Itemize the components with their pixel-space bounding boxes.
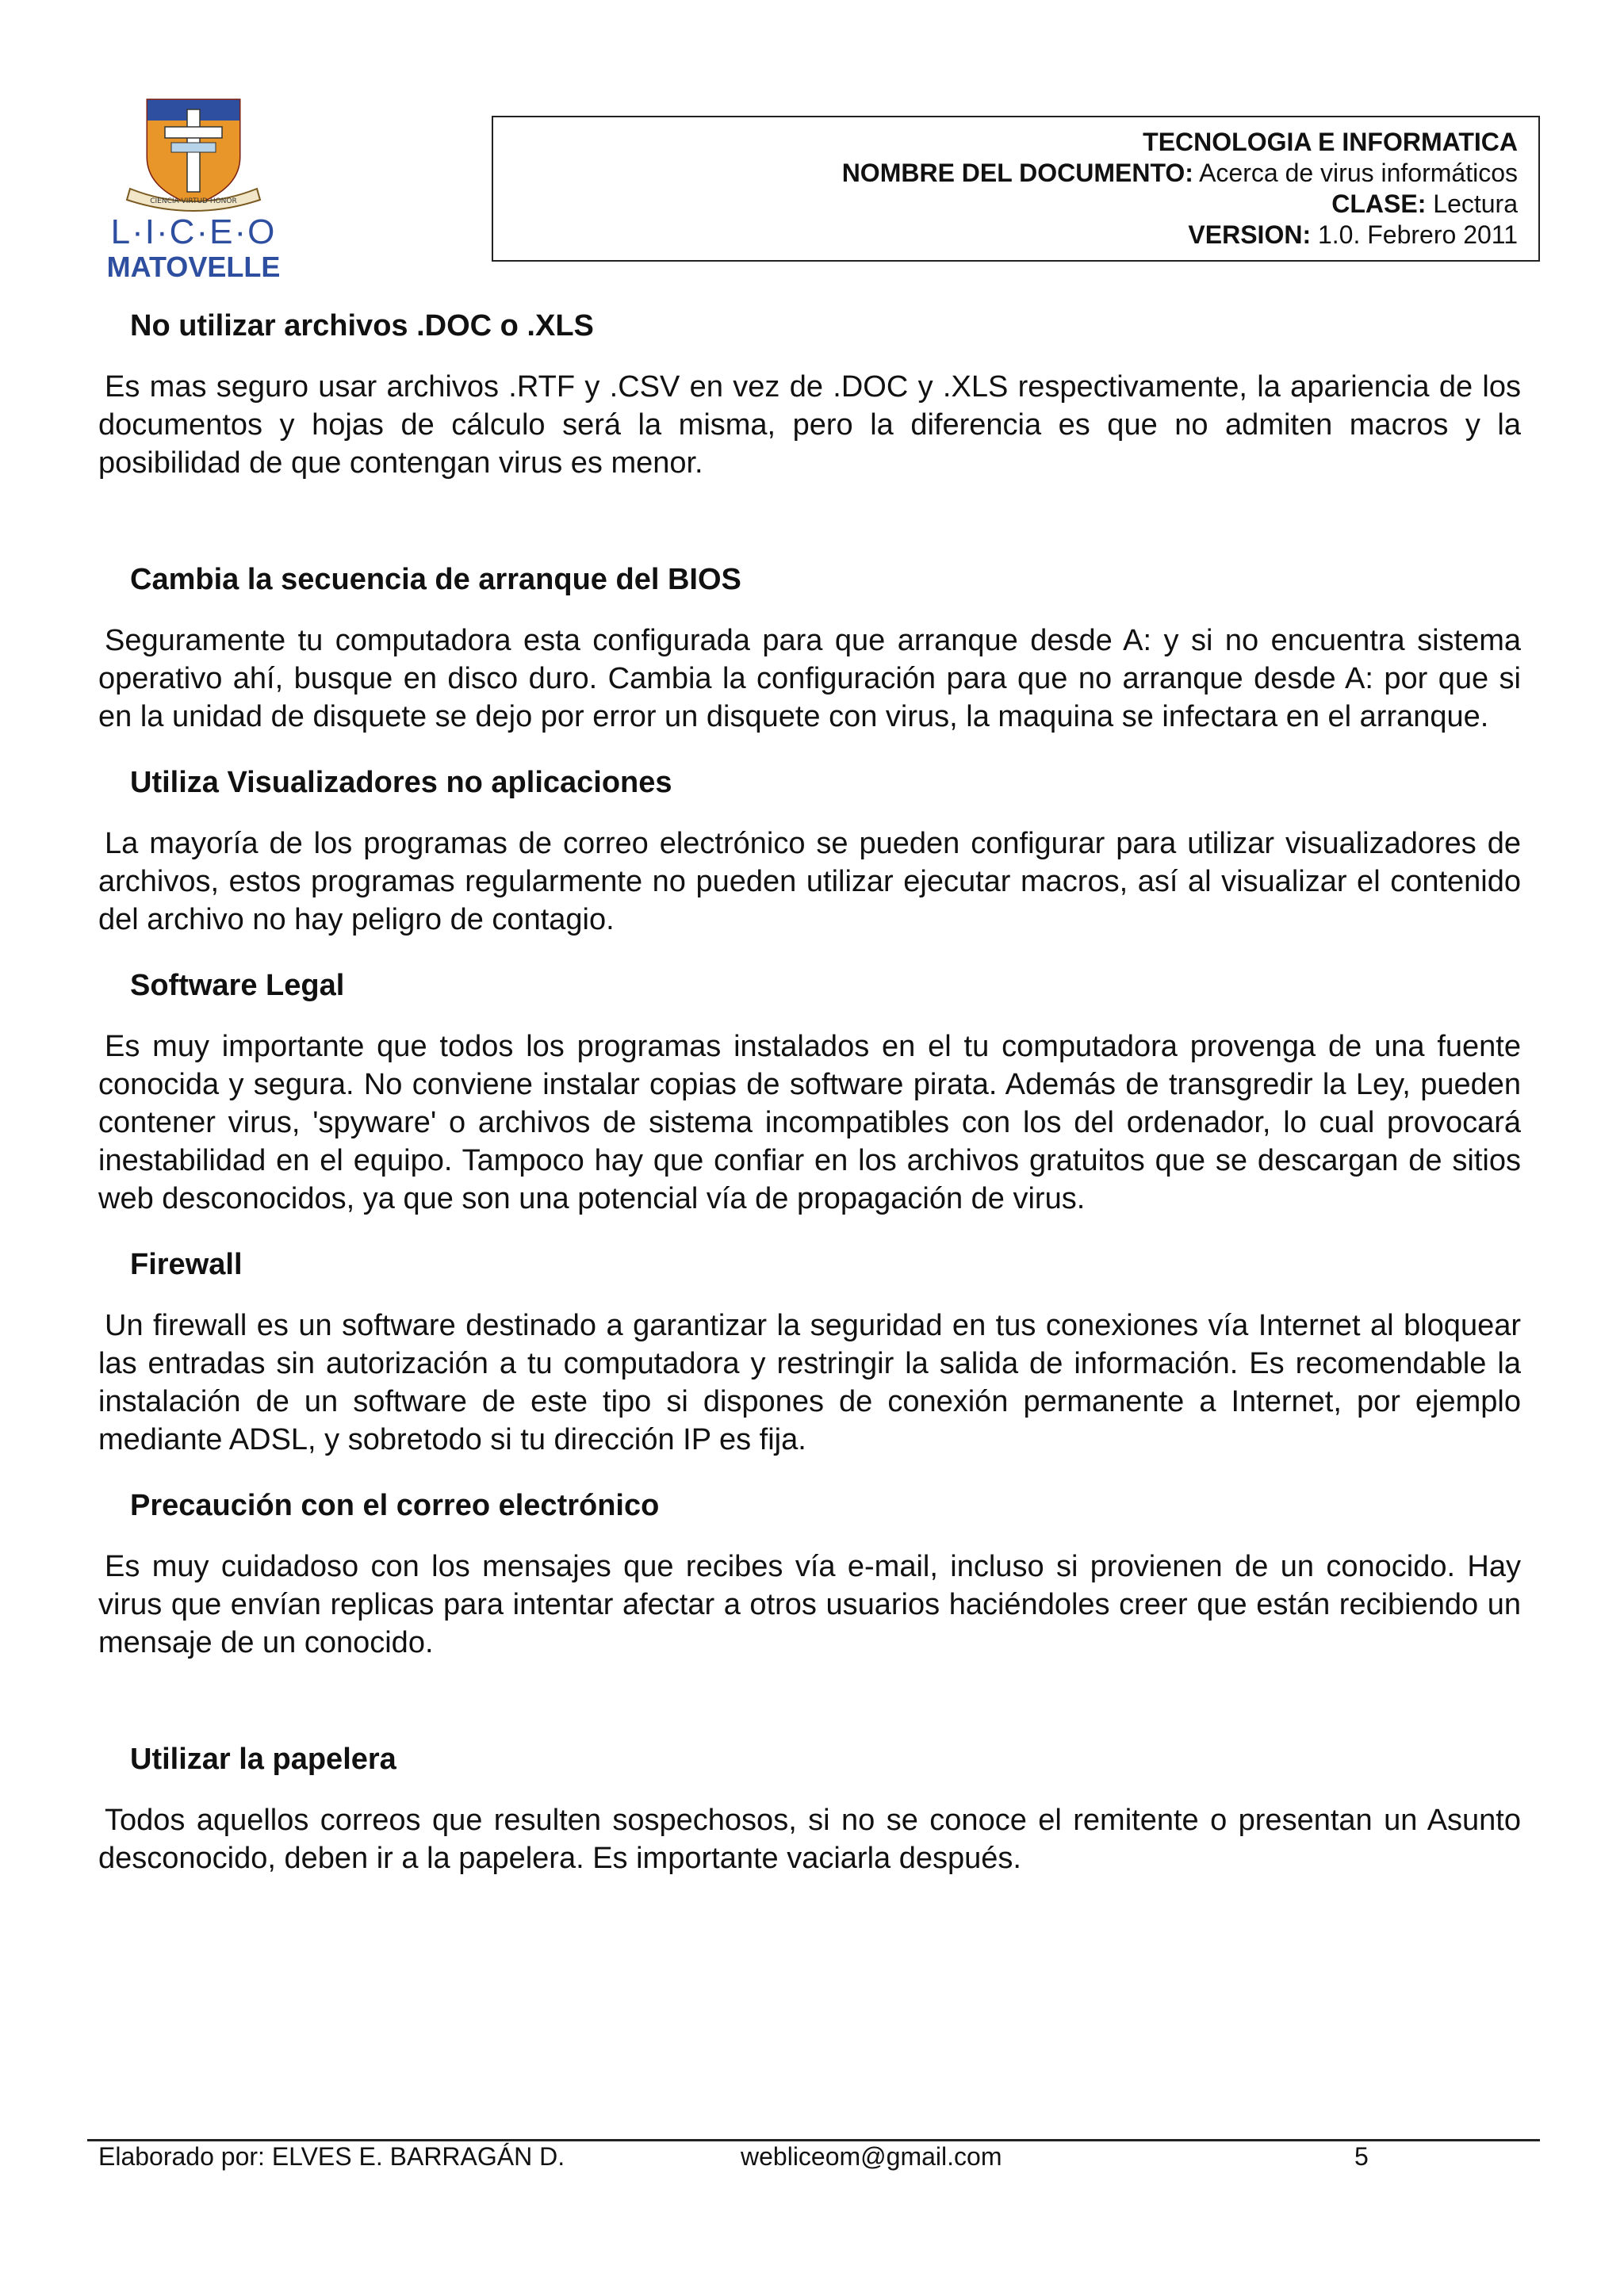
section-heading: No utilizar archivos .DOC o .XLS	[130, 309, 594, 342]
section-paragraph: Un firewall es un software destinado a garantizar la seguridad en tus conexiones vía Internet al bloquear las entradas sin autorización a tu computadora y restringir la salida de información. Es recomendable la instalación de un software de este tipo si dispones de conexión permanente a Internet, por ejemplo mediante ADSL, y sobretodo si tu dirección IP es fija.	[98, 1309, 1521, 1456]
document-body	[98, 308, 1521, 1877]
document-header-box	[492, 116, 1540, 262]
school-logo	[98, 95, 289, 285]
svg-text:CIENCIA VIRTUD HONOR: CIENCIA VIRTUD HONOR	[150, 197, 237, 205]
section-paragraph: Seguramente tu computadora esta configurada para que arranque desde A: y si no encuentra sistema operativo ahí, busque en disco duro. Cambia la configuración para que no arranque desde A: por que si en la unidad de disquete se dejo por error un disquete con virus, la maquina se infectara en el arranque.	[98, 624, 1521, 733]
section-paragraph: Es muy importante que todos los programas instalados en el tu computadora provenga de una fuente conocida y segura. No conviene instalar copias de software pirata. Además de transgredir la Ley, pueden contener virus, 'spyware' o archivos de sistema incompatibles con los del ordenador, lo cual provocará inestabilidad en el equipo. Tampoco hay que confiar en los archivos gratuitos que se descargan de sitios web desconocidos, ya que son una potencial vía de propagación de virus.	[98, 1030, 1521, 1215]
section-heading: Precaución con el correo electrónico	[130, 1489, 660, 1522]
section-heading: Firewall	[130, 1248, 243, 1281]
shield-crest-icon	[98, 95, 289, 214]
section-heading: Utilizar la papelera	[130, 1743, 396, 1776]
section	[98, 561, 1521, 736]
section-heading: Utiliza Visualizadores no aplicaciones	[130, 766, 672, 799]
footer-email: webliceom@gmail.com	[741, 2142, 1002, 2171]
section-paragraph: Es mas seguro usar archivos .RTF y .CSV en vez de .DOC y .XLS respectivamente, la apariencia de los documentos y hojas de cálculo será la misma, pero la diferencia es que no admiten macros y la posibilidad de que contengan virus es menor.	[98, 370, 1521, 480]
section	[98, 1741, 1521, 1877]
logo-line-1: L·I·C·E·O	[110, 212, 277, 251]
logo-line-2: MATOVELLE	[106, 251, 281, 283]
section	[98, 1246, 1521, 1459]
section	[98, 1487, 1521, 1662]
section-paragraph: Es muy cuidadoso con los mensajes que recibes vía e-mail, incluso si provienen de un conocido. Hay virus que envían replicas para intentar afectar a otros usuarios haciéndoles creer que están recibiendo un mensaje de un conocido.	[98, 1550, 1521, 1659]
section	[98, 764, 1521, 939]
section-paragraph: La mayoría de los programas de correo electrónico se pueden configurar para utilizar visualizadores de archivos, estos programas regularmente no pueden utilizar ejecutar macros, así al visualizar el contenido del archivo no hay peligro de contagio.	[98, 827, 1521, 936]
header-document-name: NOMBRE DEL DOCUMENTO: Acerca de virus informáticos	[841, 159, 1518, 187]
page-number: 5	[1354, 2142, 1369, 2171]
footer-author: Elaborado por: ELVES E. BARRAGÁN D.	[98, 2142, 565, 2171]
section-heading: Cambia la secuencia de arranque del BIOS	[130, 563, 741, 596]
header-version: VERSION: 1.0. Febrero 2011	[1188, 220, 1518, 249]
header-class: CLASE: Lectura	[1331, 189, 1518, 218]
section	[98, 967, 1521, 1218]
header-subject: TECNOLOGIA E INFORMATICA	[1143, 128, 1518, 156]
section	[98, 308, 1521, 482]
section-paragraph: Todos aquellos correos que resulten sospechosos, si no se conoce el remitente o presentan un Asunto desconocido, deben ir a la papelera. Es importante vaciarla después.	[98, 1804, 1521, 1875]
section-heading: Software Legal	[130, 969, 345, 1002]
